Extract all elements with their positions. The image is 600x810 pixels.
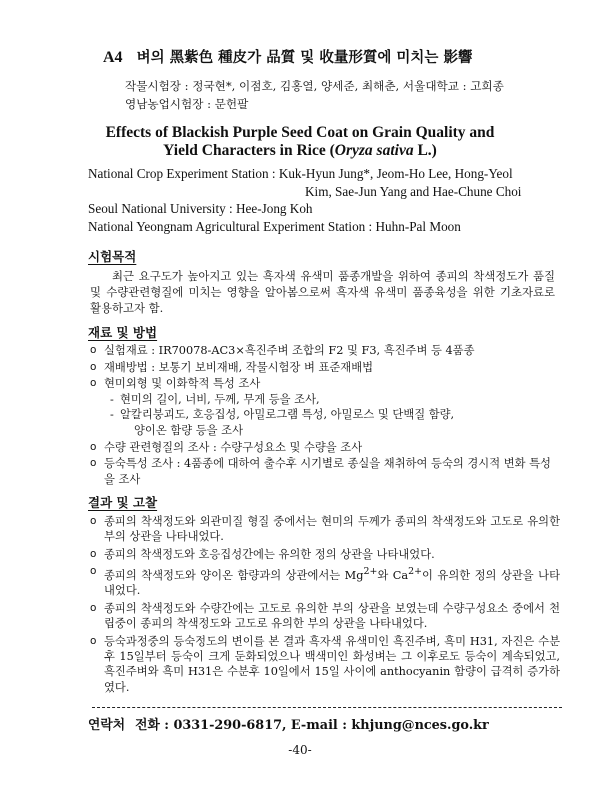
affiliation-yeongnam: National Yeongnam Agricultural Experiment Station : Huhn-Pal Moon bbox=[88, 218, 461, 234]
dashed-divider bbox=[92, 707, 562, 708]
bullet-icon: o bbox=[90, 457, 97, 470]
korean-authors-line-1: 작물시험장 : 정국현*, 이점호, 김홍열, 양세준, 최해춘, 서울대학교 : 고희종 bbox=[125, 79, 504, 93]
results-item-4: 종피의 착색정도와 수량간에는 고도로 유의한 부의 상관을 보였는데 수량구성요소 중에서 천립중이 종피의 착색정도와 고도로 유의한 부의 상관을 나타내었다. bbox=[104, 601, 560, 631]
list-item bbox=[90, 547, 560, 562]
bullet-icon: o bbox=[90, 360, 97, 373]
dash-icon: - bbox=[110, 392, 114, 406]
list-item bbox=[90, 360, 560, 376]
bullet-icon: o bbox=[90, 440, 97, 453]
materials-item-1: 실험재료 : IR70078-AC3×흑진주벼 조합의 F2 및 F3, 흑진주벼 등 4품종 bbox=[104, 344, 475, 357]
purpose-heading: 시험목적 bbox=[88, 249, 137, 264]
materials-item-2: 재배방법 : 보통기 보비재배, 작물시험장 벼 표준재배법 bbox=[104, 360, 374, 374]
english-title-end: L.) bbox=[413, 142, 437, 159]
ca-superscript: 2+ bbox=[408, 566, 423, 578]
affiliation-snu: Seoul National University : Hee-Jong Koh bbox=[88, 201, 313, 216]
materials-item-5: 등숙특성 조사 : 4품종에 대하여 출수후 시기별로 종실을 채취하여 등숙의 경시적 변화 특성을 조사 bbox=[104, 457, 551, 486]
list-item bbox=[90, 514, 560, 545]
bullet-icon: o bbox=[90, 515, 97, 527]
list-item bbox=[90, 634, 560, 696]
materials-heading: 재료 및 방법 bbox=[88, 325, 158, 340]
list-item bbox=[104, 423, 560, 439]
bullet-icon: o bbox=[90, 565, 97, 578]
purpose-text: 최근 요구도가 높아지고 있는 흑자색 유색미 품종개발을 위하여 종피의 착색정도가 품질 및 수량관련형질에 미치는 영향을 알아봄으로써 흑자색 유색미 품종육성을 위한 기초자료로 활용하고자 함. bbox=[90, 269, 555, 315]
list-item bbox=[90, 376, 560, 438]
korean-authors bbox=[125, 77, 565, 113]
list-item bbox=[90, 601, 560, 632]
materials-sub-2: 알칼리붕괴도, 호응집성, 아밀로그램 특성, 아밀로스 및 단백질 함량, bbox=[120, 408, 455, 422]
list-item bbox=[90, 343, 560, 359]
affiliation-crop-station: National Crop Experiment Station : Kuk-Hyun Jung*, Jeom-Ho Lee, Hong-Yeol bbox=[88, 166, 513, 181]
page-number: -40- bbox=[288, 743, 312, 757]
results-heading: 결과 및 고찰 bbox=[88, 495, 158, 510]
materials-item-3: 현미외형 및 이화학적 특성 조사 bbox=[104, 377, 261, 391]
results-item-3 bbox=[104, 566, 560, 598]
mg-superscript: 2+ bbox=[363, 566, 378, 578]
list-item bbox=[90, 564, 560, 599]
english-title-line-1: Effects of Blackish Purple Seed Coat on Grain Quality and bbox=[105, 124, 495, 141]
korean-title-text: 벼의 黑紫色 種皮가 品質 및 收量形質에 미치는 影響 bbox=[136, 49, 473, 66]
species-name: Oryza sativa bbox=[334, 142, 414, 159]
korean-authors-line-2: 영남농업시험장 : 문헌팔 bbox=[125, 97, 249, 111]
abstract-code: A4 bbox=[103, 49, 123, 66]
results-item-3-pre: 종피의 착색정도와 양이온 함량과의 상관에서는 Mg bbox=[104, 568, 364, 582]
contact-info bbox=[88, 714, 499, 733]
bullet-icon: o bbox=[90, 344, 97, 356]
list-item bbox=[104, 407, 560, 423]
korean-title bbox=[103, 46, 472, 67]
materials-sub-1: 현미의 길이, 너비, 두께, 무게 등을 조사, bbox=[120, 392, 320, 406]
materials-list bbox=[90, 343, 560, 488]
results-item-2: 종피의 착색정도와 호응집성간에는 유의한 정의 상관을 나타내었다. bbox=[104, 547, 435, 561]
bullet-icon: o bbox=[90, 601, 97, 614]
bullet-icon: o bbox=[90, 547, 97, 560]
results-item-3-post: 이 유의한 정의 상관을 나타내었다. bbox=[104, 568, 560, 598]
bullet-icon: o bbox=[90, 634, 97, 647]
results-item-1: 종피의 착색정도와 외관미질 형질 중에서는 현미의 두께가 종피의 착색정도와 고도로 유의한 부의 상관을 나타내었다. bbox=[104, 515, 560, 544]
results-list bbox=[90, 514, 560, 697]
materials-sublist bbox=[104, 392, 560, 439]
english-title bbox=[60, 124, 540, 160]
english-title-line-2-text: Yield Characters in Rice ( bbox=[163, 142, 335, 159]
affiliation-crop-station-cont: Kim, Sae-Jun Yang and Hae-Chune Choi bbox=[305, 183, 522, 199]
english-affiliations bbox=[88, 165, 558, 235]
contact-details: 전화 : 0331-290-6817, E-mail : khjung@nces.go.kr bbox=[135, 718, 489, 733]
list-item bbox=[90, 440, 560, 456]
dash-icon: - bbox=[110, 408, 114, 422]
list-item bbox=[104, 392, 560, 408]
results-item-5: 등숙과정중의 등숙정도의 변이를 본 결과 흑자색 유색미인 흑진주벼, 흑미 H31, 자진은 수분후 15일부터 등숙이 크게 둔화되었으나 백색미인 화성벼는 그 이후로도 등숙이 계속되었고, 흑진주벼와 흑미 H31은 수분후 10일에서 15일 사이에 anthocyanin 함량이 급격히 증가하였다. bbox=[104, 634, 560, 694]
english-title-line-2 bbox=[60, 142, 540, 160]
materials-sub-2-cont: 양이온 함량 등을 조사 bbox=[134, 423, 243, 437]
list-item bbox=[90, 456, 560, 487]
contact-label: 연락처 bbox=[88, 718, 126, 733]
materials-item-4: 수량 관련형질의 조사 : 수량구성요소 및 수량을 조사 bbox=[104, 440, 363, 454]
bullet-icon: o bbox=[90, 377, 97, 390]
results-item-3-mid: 와 Ca bbox=[377, 568, 409, 582]
